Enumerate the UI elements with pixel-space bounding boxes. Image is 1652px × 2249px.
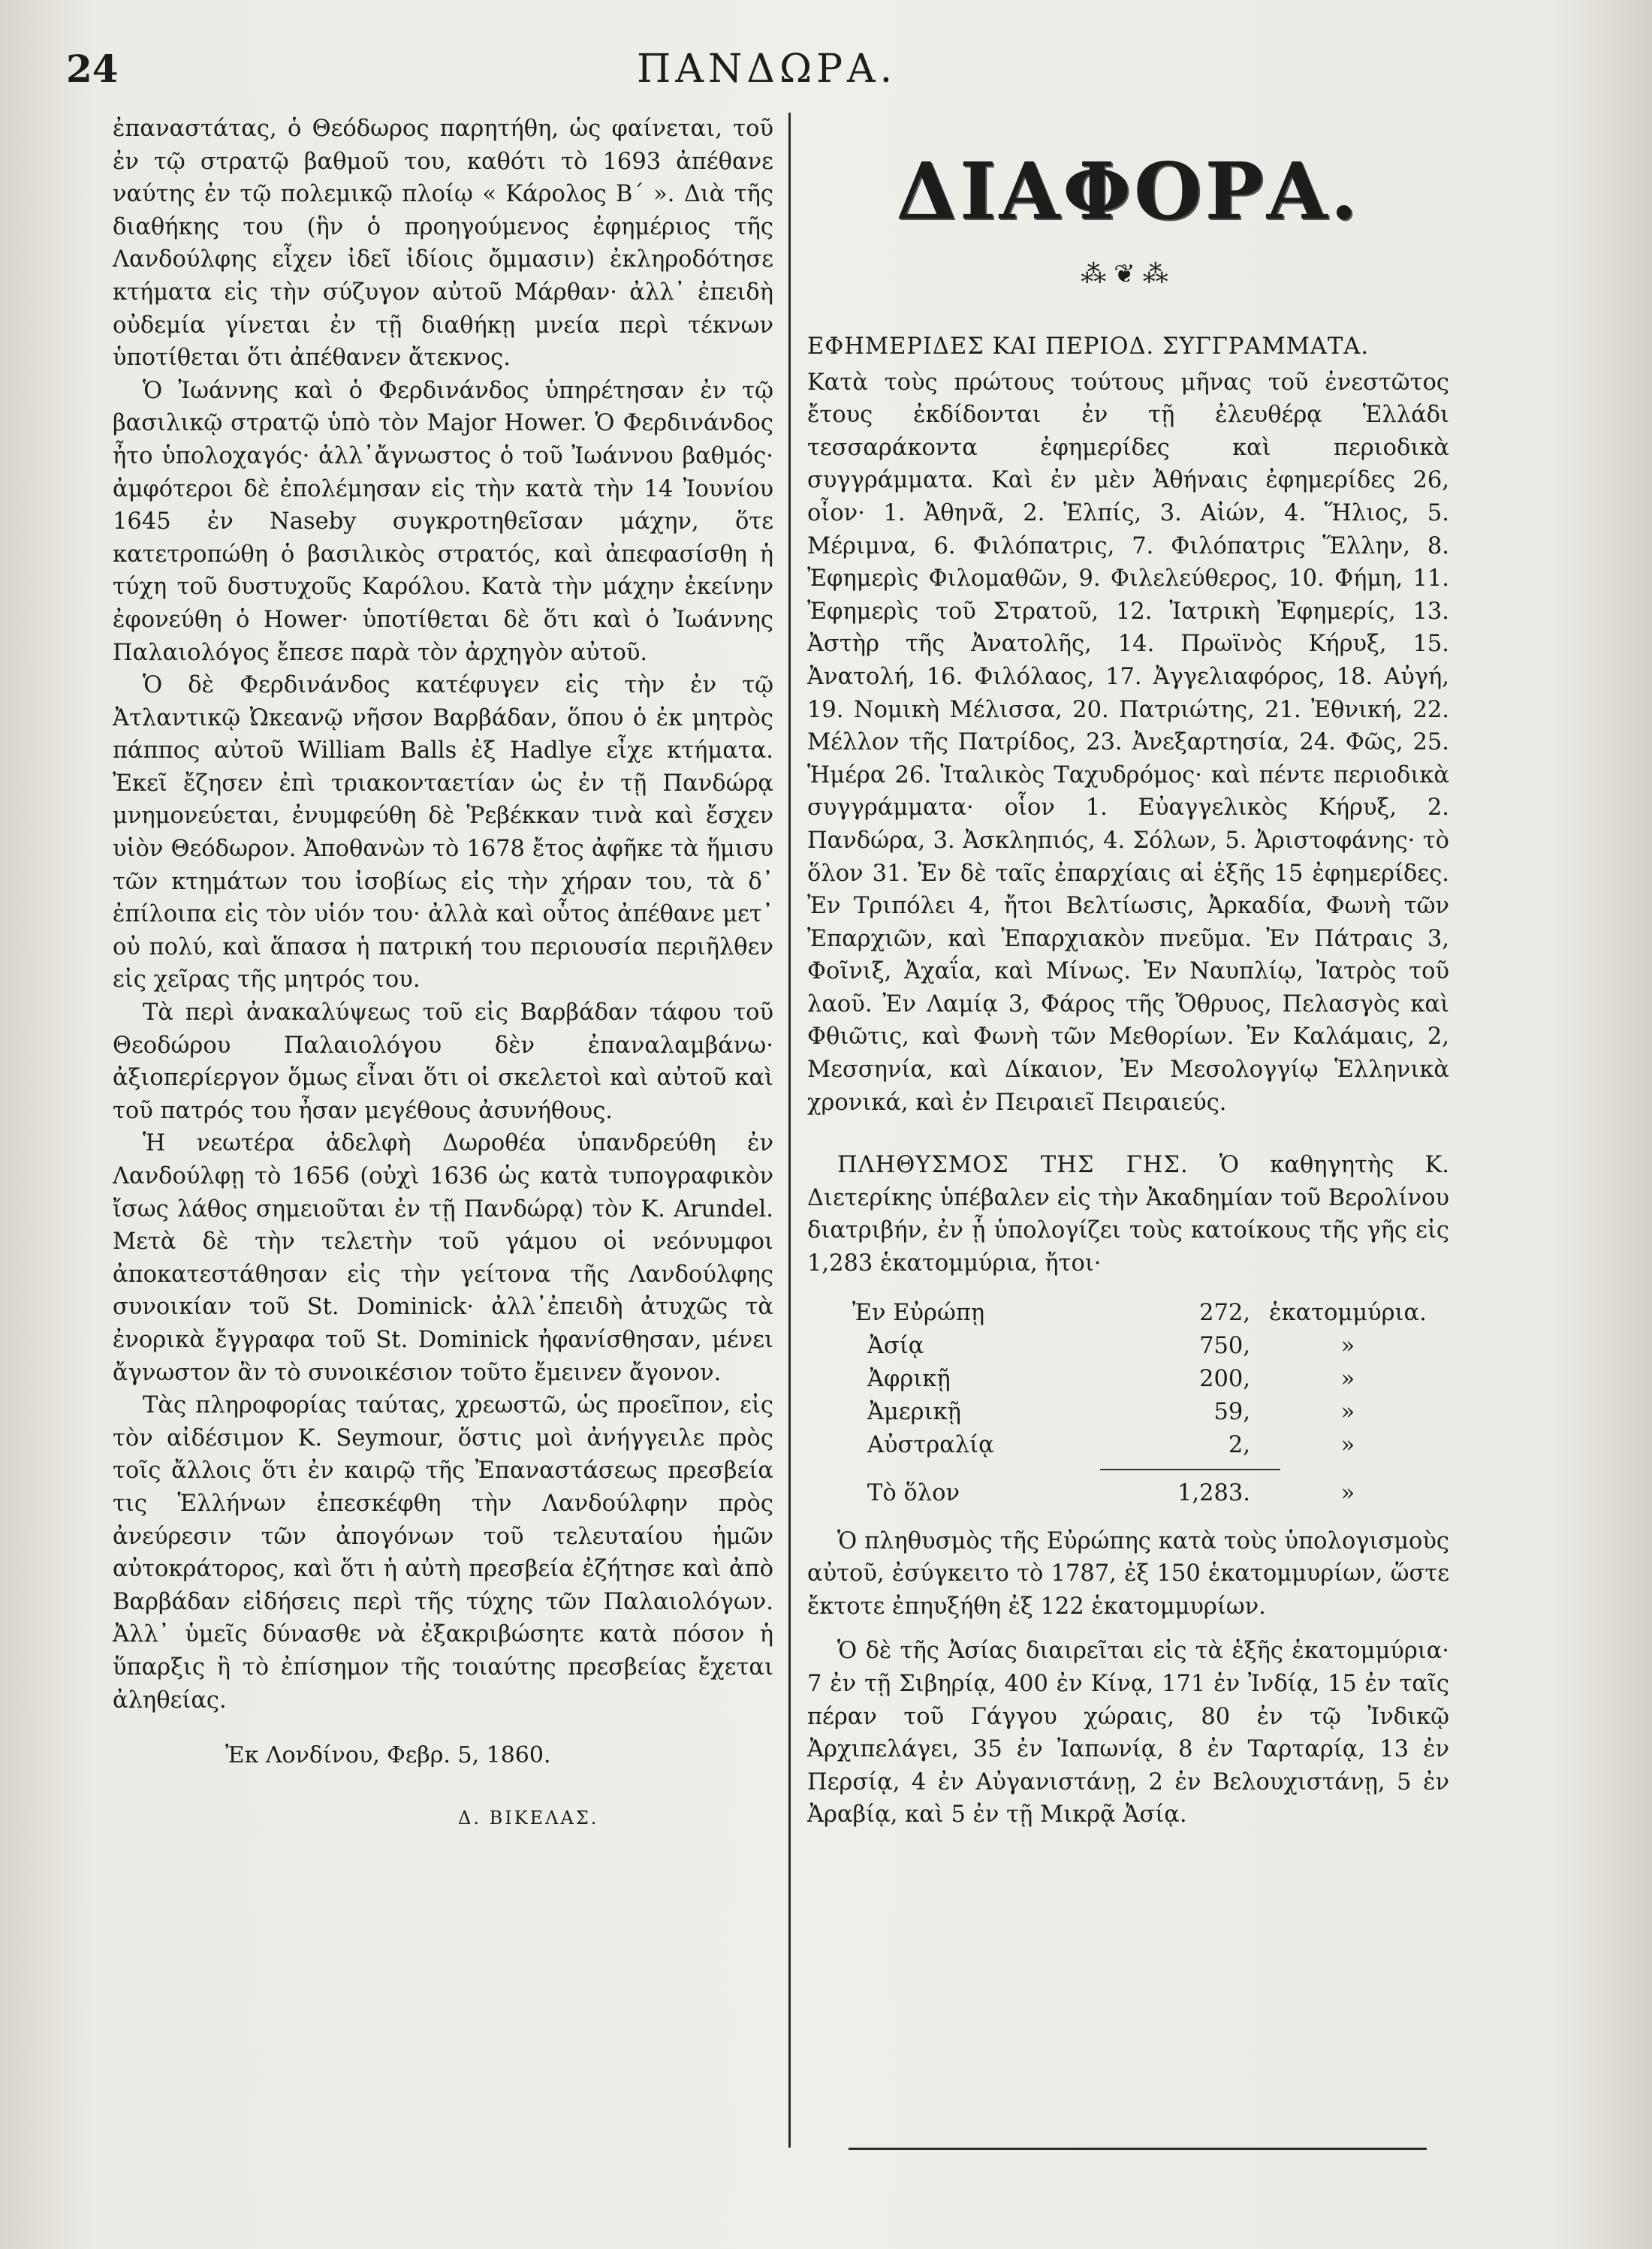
region-cell: Ἀσίᾳ — [867, 1332, 924, 1359]
table-row — [852, 1396, 1446, 1429]
population-heading: ΠΛΗΘΥΣΜΟΣ ΤΗΣ ΓΗΣ. — [837, 1152, 1189, 1179]
value-cell: 59, — [1213, 1398, 1250, 1425]
table-row — [852, 1330, 1446, 1363]
unit-cell: » — [1340, 1332, 1355, 1359]
unit-cell: » — [1340, 1431, 1355, 1458]
total-value: 1,283. — [1177, 1479, 1250, 1506]
paragraph: ἐπαναστάτας, ὁ Θεόδωρος παρητήθη, ὡς φαίνεται, τοῦ ἐν τῷ στρατῷ βαθμοῦ του, καθότι τὸ 1693 ἀπέθανε ναύτης ἐν τῷ πολεμικῷ πλοίῳ « Κάρολος Β΄ ». Διὰ τῆς διαθήκης του (ἣν ὁ προηγούμενος ἐφημέριος τῆς Λανδούλφης εἶχεν ἰδεῖ ἰδίοις ὄμμασιν) ἐκληροδότησε κτήματα εἰς τὴν σύζυγον αὐτοῦ Μάρθαν· ἀλλ᾽ ἐπειδὴ οὐδεμία γίνεται ἐν τῇ διαθήκῃ μνεία περὶ τέκνων ὑποτίθεται ὅτι ἀπέθανεν ἄτεκνος. — [113, 116, 773, 372]
unit-cell: ἑκατομμύρια. — [1269, 1299, 1427, 1326]
ornament-icon: ⁂❦⁂ — [1081, 259, 1176, 289]
table-row — [852, 1297, 1446, 1330]
region-cell: Αὐστραλίᾳ — [867, 1431, 994, 1458]
value-cell: 272, — [1199, 1299, 1250, 1326]
europe-paragraph: Ὁ πληθυσμὸς τῆς Εὐρώπης κατὰ τοὺς ὑπολογισμοὺς αὐτοῦ, ἐσύγκειτο τὸ 1787, ἐξ 150 ἑκατομμυρίων, ὥστε ἔκτοτε ἐπηυξήθη ἐξ 122 ἑκατομμυρίων. — [807, 1527, 1449, 1620]
press-paragraph: Κατὰ τοὺς πρώτους τούτους μῆνας τοῦ ἐνεστῶτος ἔτους ἐκδίδονται ἐν τῇ ἐλευθέρᾳ Ἑλλάδι τεσσαράκοντα ἐφημερίδες καὶ περιοδικὰ συγγράμματα. Καὶ ἐν μὲν Ἀθήναις ἐφημερίδες 26, οἷον· 1. Ἀθηνᾶ, 2. Ἐλπίς, 3. Αἰών, 4. Ἥλιος, 5. Μέριμνα, 6. Φιλόπατρις, 7. Φιλόπατρις Ἕλλην, 8. Ἐφημερὶς Φιλομαθῶν, 9. Φιλελεύθερος, 10. Φήμη, 11. Ἐφημερὶς τοῦ Στρατοῦ, 12. Ἰατρικὴ Ἐφημερίς, 13. Ἀστὴρ τῆς Ἀνατολῆς, 14. Πρωϊνὸς Κήρυξ, 15. Ἀνατολή, 16. Φιλόλαος, 17. Ἀγγελιαφόρος, 18. Αὐγή, 19. Νομικὴ Μέλισσα, 20. Πατριώτης, 21. Ἐθνική, 22. Μέλλον τῆς Πατρίδος, 23. Ἀνεξαρτησία, 24. Φῶς, 25. Ἡμέρα 26. Ἰταλικὸς Ταχυδρόμος· καὶ πέντε περιοδικὰ συγγράμματα· οἷον 1. Εὐαγγελικὸς Κήρυξ, 2. Πανδώρα, 3. Ἀσκληπιός, 4. Σόλων, 5. Ἀριστοφάνης· τὸ ὅλον 31. Ἐν δὲ ταῖς ἐπαρχίαις αἱ ἑξῆς 15 ἐφημερίδες. Ἐν Τριπόλει 4, ἤτοι Βελτίωσις, Ἀρκαδία, Φωνὴ τῶν Ἐπαρχιῶν, καὶ Ἐπαρχιακὸν πνεῦμα. Ἐν Πάτραις 3, Φοῖνιξ, Ἀχαΐα, καὶ Μίνως. Ἐν Ναυπλίῳ, Ἰατρὸς τοῦ λαοῦ. Ἐν Λαμίᾳ 3, Φάρος τῆς Ὄθρυος, Πελασγὸς καὶ Φθιῶτις, καὶ Φωνὴ τῶν Μεθορίων. Ἐν Καλάμαις, 2, Μεσσηνία, καὶ Δίκαιον, Ἐν Μεσολογγίῳ Ἑλληνικὰ χρονικά, καὶ ἐν Πειραιεῖ Πειραιεύς. — [807, 369, 1449, 1116]
sum-rule-row — [852, 1462, 1446, 1477]
value-cell: 750, — [1199, 1332, 1250, 1359]
population-table — [852, 1297, 1446, 1510]
population-section — [807, 1149, 1449, 1280]
region-cell: Ἀμερικῇ — [867, 1398, 961, 1425]
paragraph: Τὰ περὶ ἀνακαλύψεως τοῦ εἰς Βαρβάδαν τάφου τοῦ Θεοδώρου Παλαιολόγου δὲν ἐπαναλαμβάνω· ἀξιοπερίεργον ὅμως εἶναι ὅτι οἱ σκελετοὶ καὶ αὐτοῦ καὶ τοῦ πατρός του ἦσαν μεγέθους ἀσυνήθους. — [113, 999, 773, 1124]
unit-cell: » — [1340, 1398, 1355, 1425]
sum-rule — [1100, 1469, 1280, 1470]
region-cell: Ἀφρικῇ — [867, 1365, 951, 1392]
section-title: ΔΙΑΦΟΡΑ. — [896, 145, 1361, 237]
page-header — [66, 47, 897, 99]
paragraph: Τὰς πληροφορίας ταύτας, χρεωστῶ, ὡς προεῖπον, εἰς τὸν αἰδέσιμον Κ. Seymour, ὅστις μοὶ ἀνήγγειλε πρὸς τοῖς ἄλλοις ὅτι ἐν καιρῷ τῆς Ἐπαναστάσεως πρεσβεία τις Ἑλλήνων ἐπεσκέφθη τὴν Λανδούλφην πρὸς ἀνεύρεσιν τῶν ἀπογόνων τοῦ τελευταίου ἡμῶν αὐτοκράτορος, καὶ ὅτι ἡ αὐτὴ πρεσβεία ἐζήτησε καὶ ἀπὸ Βαρβάδαν εἰδήσεις περὶ τῆς τύχης τῶν Παλαιολόγων. Ἀλλ᾽ ὑμεῖς δύνασθε νὰ ἐξακριβώσητε κατὰ πόσον ἡ ὕπαρξις ἢ τὸ ἐπίσημον τῆς τοιαύτης πρεσβείας ἔχεται ἀληθείας. — [113, 1392, 773, 1714]
running-title: ΠΑΝΔΩΡΑ. — [637, 47, 897, 92]
value-cell: 2, — [1228, 1431, 1250, 1458]
value-cell: 200, — [1199, 1365, 1250, 1392]
press-heading: ΕΦΗΜΕΡΙΔΕΣ ΚΑΙ ΠΕΡΙΟΔ. ΣΥΓΓΡΑΜΜΑΤΑ. — [807, 333, 1370, 360]
unit-cell: » — [1340, 1365, 1355, 1392]
signature-place-date: Ἐκ Λονδίνου, Φεβρ. 5, 1860. — [225, 1742, 551, 1769]
paragraph: Ὁ Ἰωάννης καὶ ὁ Φερδινάνδος ὑπηρέτησαν ἐν τῷ βασιλικῷ στρατῷ ὑπὸ τὸν Major Hower. Ὁ Φερδινάνδος ἦτο ὑπολοχαγός· ἀλλ᾽ἄγνωστος ὁ τοῦ Ἰωάννου βαθμός· ἀμφότεροι δὲ ἐπολέμησαν εἰς τὴν κατὰ τὴν 14 Ἰουνίου 1645 ἐν Naseby συγκροτηθεῖσαν μάχην, ὅτε κατετροπώθη ὁ βασιλικὸς στρατός, καὶ ἀπεφασίσθη ἡ τύχη τοῦ δυστυχοῦς Καρόλου. Κατὰ τὴν μάχην ἐκείνην ἐφονεύθη ὁ Hower· ὑποτίθεται δὲ ὅτι καὶ ὁ Ἰωάννης Παλαιολόγος ἔπεσε παρὰ τὸν ἀρχηγὸν αὐτοῦ. — [113, 377, 773, 666]
asia-paragraph: Ὁ δὲ τῆς Ἀσίας διαιρεῖται εἰς τὰ ἑξῆς ἑκατομμύρια· 7 ἐν τῇ Σιβηρίᾳ, 400 ἐν Κίνᾳ, 171 ἐν Ἰνδίᾳ, 15 ἐν ταῖς πέραν τοῦ Γάγγου χώραις, 80 ἐν τῷ Ἰνδικῷ Ἀρχιπελάγει, 35 ἐν Ἰαπωνίᾳ, 8 ἐν Ταρταρίᾳ, 13 ἐν Περσίᾳ, 4 ἐν Αὐγανιστάνῃ, 2 ἐν Βελουχιστάνῃ, 5 ἐν Ἀραβίᾳ, καὶ 5 ἐν τῇ Μικρᾷ Ἀσίᾳ. — [807, 1638, 1449, 1828]
region-cell: Ἐν Εὐρώπῃ — [852, 1299, 985, 1326]
table-row — [852, 1429, 1446, 1462]
right-column — [807, 143, 1449, 1831]
table-total-row — [852, 1477, 1446, 1510]
column-divider — [788, 113, 791, 2148]
page-number: 24 — [66, 47, 119, 91]
table-row — [852, 1363, 1446, 1396]
paragraph: Ἡ νεωτέρα ἀδελφὴ Δωροθέα ὑπανδρεύθη ἐν Λανδούλφῃ τὸ 1656 (οὐχὶ 1636 ὡς κατὰ τυπογραφικὸν ἴσως λάθος σημειοῦται ἐν τῇ Πανδώρᾳ) τὸν Κ. Arundel. Μετὰ δὲ τὴν τελετὴν τοῦ γάμου οἱ νεόνυμφοι ἀποκατεστάθησαν εἰς τὴν γείτονα τῆς Λανδούλφης συνοικίαν τοῦ St. Dominick· ἀλλ᾽ἐπειδὴ ἀτυχῶς τὰ ἐνορικὰ ἔγγραφα τοῦ St. Dominick ἠφανίσθησαν, μένει ἄγνωστον ἂν τὸ συνοικέσιον τοῦτο ἔμεινεν ἄγονον. — [113, 1130, 773, 1386]
left-column — [113, 113, 773, 1834]
signature-name: Δ. ΒΙΚΕΛΑΣ. — [458, 1807, 599, 1828]
total-label: Τὸ ὅλον — [867, 1479, 960, 1506]
total-unit: » — [1340, 1479, 1355, 1506]
population-intro: Ὁ καθηγητὴς Κ. Διετερίκης ὑπέβαλεν εἰς τὴν Ἀκαδημίαν τοῦ Βερολίνου διατριβήν, ἐν ᾗ ὑπολογίζει τοὺς κατοίκους τῆς γῆς εἰς 1,283 ἑκατομμύρια, ἤτοι· — [807, 1152, 1449, 1277]
paragraph: Ὁ δὲ Φερδινάνδος κατέφυγεν εἰς τὴν ἐν τῷ Ἀτλαντικῷ Ὠκεανῷ νῆσον Βαρβάδαν, ὅπου ὁ ἐκ μητρὸς πάππος αὐτοῦ William Balls ἐξ Hadlye εἶχε κτήματα. Ἐκεῖ ἔζησεν ἐπὶ τριακονταετίαν ὡς ἐν τῇ Πανδώρᾳ μνημονεύεται, ἐνυμφεύθη δὲ Ῥεβέκκαν τινὰ καὶ ἔσχεν υἱὸν Θεόδωρον. Ἀποθανὼν τὸ 1678 ἔτος ἀφῆκε τὰ ἥμισυ τῶν κτημάτων του ἰσοβίως εἰς τὴν χήραν του, τὰ δ᾽ ἐπίλοιπα εἰς τὸν υἱόν του· ἀλλὰ καὶ οὗτος ἀπέθανε μετ᾽ οὐ πολύ, καὶ ἅπασα ἡ πατρική του περιουσία περιῆλθεν εἰς χεῖρας τῆς μητρός του. — [113, 672, 773, 993]
end-rule — [849, 2148, 1427, 2150]
